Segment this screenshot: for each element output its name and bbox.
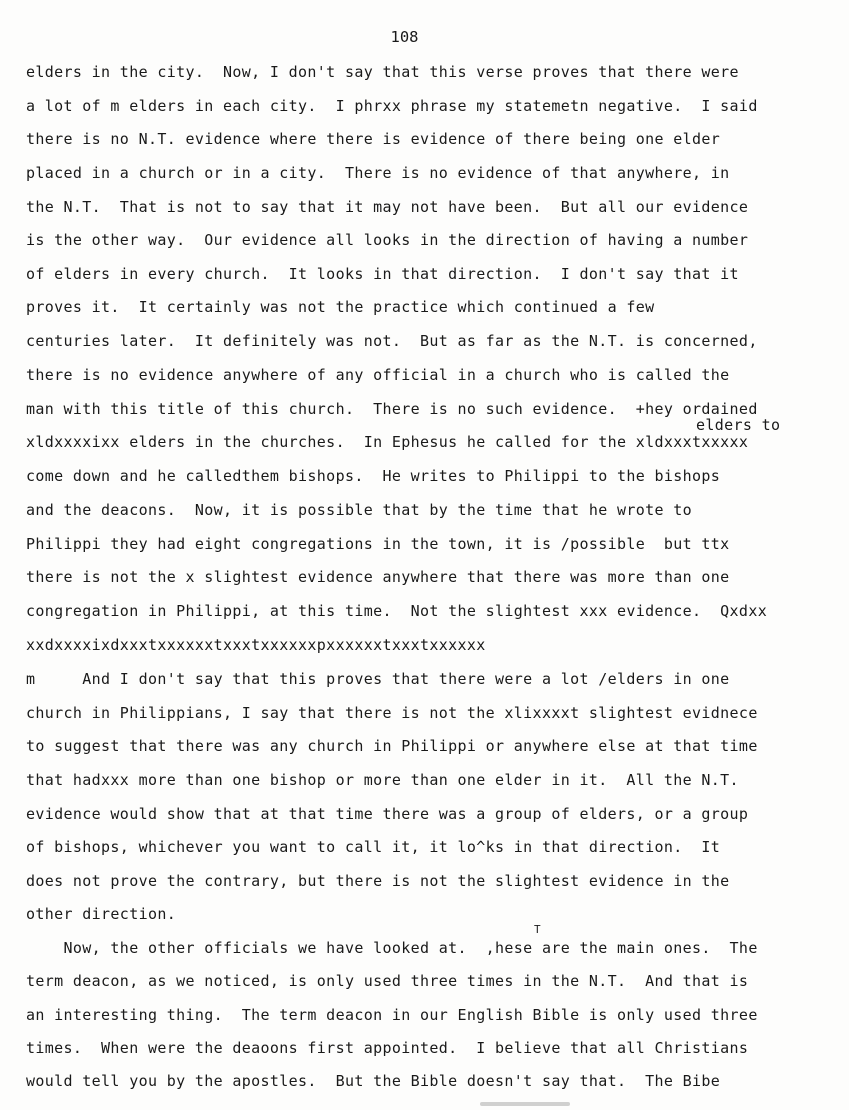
text-line: that hadxxx more than one bishop or more than one elder in it. All the N.T.: [26, 771, 739, 789]
text-line: term deacon, as we noticed, is only used three times in the N.T. And that is: [26, 972, 749, 990]
text-line: to suggest that there was any church in Philippi or anywhere else at that time: [26, 737, 758, 755]
text-line: of elders in every church. It looks in that direction. I don't say that it: [26, 265, 739, 283]
text-line: there is no evidence anywhere of any official in a church who is called the: [26, 366, 730, 384]
text-line: congregation in Philippi, at this time. Not the slightest xxx evidence. Qxdxx: [26, 602, 768, 620]
text-line: Philippi they had eight congregations in the town, it is /possible but ttx: [26, 535, 730, 553]
text-line: church in Philippians, I say that there is not the xlixxxxt slightest evidnece: [26, 704, 758, 722]
page-smudge: [480, 1102, 570, 1106]
text-line: centuries later. It definitely was not. But as far as the N.T. is concerned,: [26, 332, 758, 350]
text-line: proves it. It certainly was not the practice which continued a few: [26, 298, 655, 316]
text-line: elders in the city. Now, I don't say that this verse proves that there were: [26, 63, 739, 81]
page-number: 108: [390, 28, 419, 46]
text-line: other direction.: [26, 905, 177, 923]
text-line: man with this title of this church. There is no such evidence. +hey ordained: [26, 400, 758, 418]
text-line: the N.T. That is not to say that it may not have been. But all our evidence: [26, 198, 749, 216]
text-line: placed in a church or in a city. There is no evidence of that anywhere, in: [26, 164, 730, 182]
text-line: there is no N.T. evidence where there is evidence of there being one elder: [26, 130, 721, 148]
text-line: come down and he calledthem bishops. He writes to Philippi to the bishops: [26, 467, 721, 485]
inserted-annotation-elders-to: elders to: [696, 416, 781, 434]
struck-out-text-line: xxdxxxxixdxxxtxxxxxxtxxxtxxxxxxpxxxxxxtxxxtxxxxxx: [26, 636, 486, 654]
text-line: would tell you by the apostles. But the Bible doesn't say that. The Bibe: [26, 1072, 721, 1090]
inserted-annotation-t: T: [534, 923, 541, 936]
text-line: is the other way. Our evidence all looks in the direction of having a number: [26, 231, 749, 249]
text-line: times. When were the deaoons first appointed. I believe that all Christians: [26, 1039, 749, 1057]
text-line: of bishops, whichever you want to call it, it lo^ks in that direction. It: [26, 838, 721, 856]
text-line: there is not the x slightest evidence anywhere that there was more than one: [26, 568, 730, 586]
text-line: Now, the other officials we have looked at. ,hese are the main ones. The: [26, 939, 758, 957]
text-line: m And I don't say that this proves that there were a lot /elders in one: [26, 670, 730, 688]
text-line: does not prove the contrary, but there is not the slightest evidence in the: [26, 872, 730, 890]
text-line: a lot of m elders in each city. I phrxx phrase my statemetn negative. I said: [26, 97, 758, 115]
text-line: an interesting thing. The term deacon in our English Bible is only used three: [26, 1006, 758, 1024]
text-line: evidence would show that at that time there was a group of elders, or a group: [26, 805, 749, 823]
text-line: xldxxxxixx elders in the churches. In Ephesus he called for the xldxxxtxxxxx: [26, 433, 749, 451]
text-line: and the deacons. Now, it is possible that by the time that he wrote to: [26, 501, 693, 519]
